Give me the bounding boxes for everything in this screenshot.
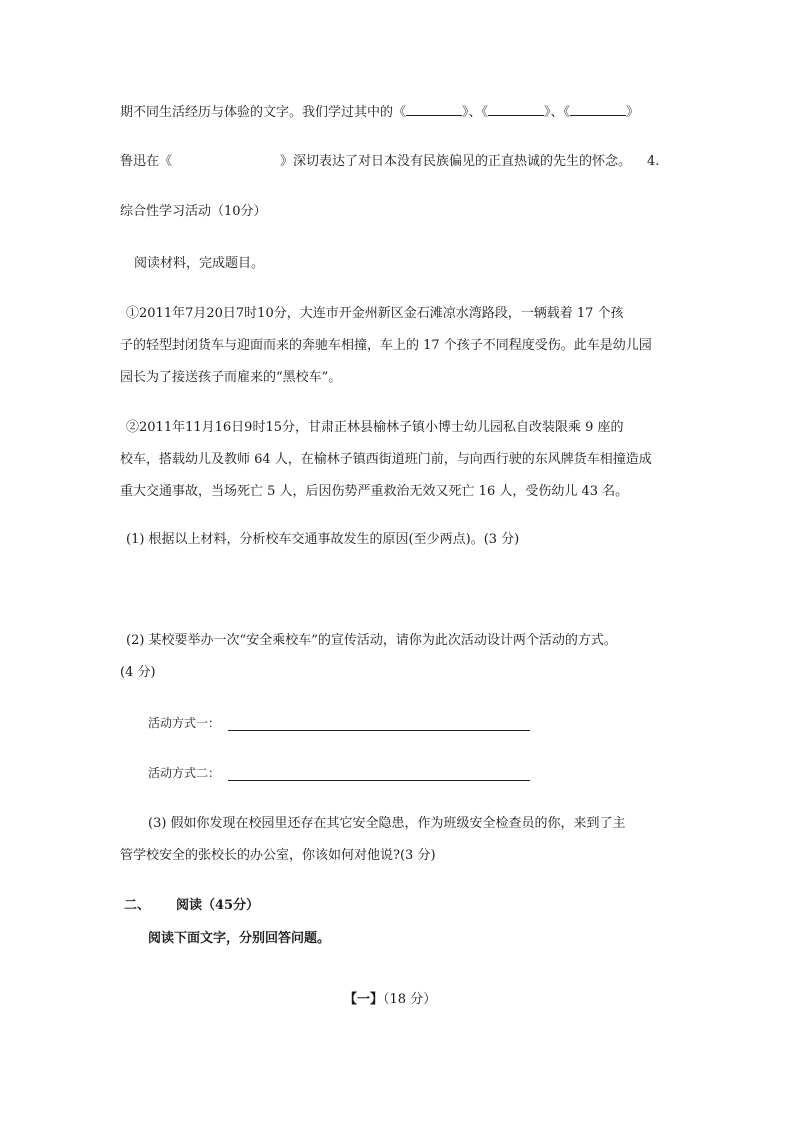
- material-2-line-3: 重大交通事故，当场死亡 5 人，后因伤势严重救治无效又死亡 16 人，受伤幼儿 43 名。: [120, 484, 629, 499]
- sub-question-2-line-1: (2) 某校要举办一次“安全乘校车”的宣传活动，请你为此次活动设计两个活动的方式。: [126, 633, 617, 648]
- section-2-title: 阅读（45分）: [176, 898, 260, 913]
- sub-question-3-line-1: (3) 假如你发现在校园里还存在其它安全隐患，作为班级安全检查员的你，来到了主: [148, 816, 626, 831]
- part-1-score: （18 分）: [383, 992, 437, 1007]
- q3-line-2-end: 》深切表达了对日本没有民族偏见的正直热诚的先生的怀念。: [280, 154, 632, 169]
- next-question-number: 4.: [647, 154, 660, 169]
- part-1-label: 【一】: [344, 992, 384, 1007]
- q3-line-2-start: 鲁迅在《: [120, 154, 173, 169]
- activity-1-label: 活动方式一：: [148, 716, 221, 730]
- q3-line-1-text: 期不同生活经历与体验的文字。我们学过其中的《: [120, 105, 407, 120]
- sub-question-3-line-2: 管学校安全的张校长的办公室，你该如何对他说?(3 分): [120, 848, 436, 863]
- activity-2-answer-line[interactable]: [228, 780, 530, 781]
- material-1-line-1: ①2011年7月20日7时10分，大连市开金州新区金石滩凉水湾路段，一辆载着 17 个孩: [126, 306, 624, 321]
- material-2-line-1: ②2011年11月16日9时15分，甘肃正林县榆林子镇小博士幼儿园私自改装限乘 9 座的: [126, 420, 624, 435]
- material-1-line-2: 子的轻型封闭货车与迎面而来的奔驰车相撞，车上的 17 个孩子不同程度受伤。此车是幼儿园: [120, 338, 652, 353]
- q3-line-1: [120, 103, 639, 122]
- answer-blank-3[interactable]: [570, 103, 626, 116]
- answer-blank-1[interactable]: [406, 103, 462, 116]
- section-2-heading: [124, 897, 259, 915]
- activity-2-label: 活动方式二：: [148, 766, 221, 780]
- part-1-heading: [344, 991, 436, 1009]
- activity-1-answer-line[interactable]: [228, 730, 530, 731]
- q4-instruction: 阅读材料，完成题目。: [134, 256, 265, 271]
- q4-title: 综合性学习活动（10分）: [120, 204, 267, 219]
- q3-end-1: 》: [626, 105, 640, 120]
- material-1-line-3: 园长为了接送孩子而雇来的“黑校车”。: [120, 370, 342, 385]
- q3-sep-2: 》、《: [544, 105, 571, 120]
- material-2-line-2: 校车，搭载幼儿及教师 64 人，在榆林子镇西街道班门前，与向西行驶的东风牌货车相撞造成: [120, 452, 652, 467]
- answer-blank-2[interactable]: [488, 103, 544, 116]
- sub-question-1: (1) 根据以上材料，分析校车交通事故发生的原因(至少两点)。(3 分): [126, 532, 520, 547]
- sub-question-2-line-2: (4 分): [120, 665, 156, 680]
- q3-line-2: [120, 153, 659, 171]
- section-2-number: 二、: [124, 898, 151, 913]
- section-2-instruction: 阅读下面文字，分别回答问题。: [148, 931, 331, 946]
- q3-sep-1: 》、《: [462, 105, 489, 120]
